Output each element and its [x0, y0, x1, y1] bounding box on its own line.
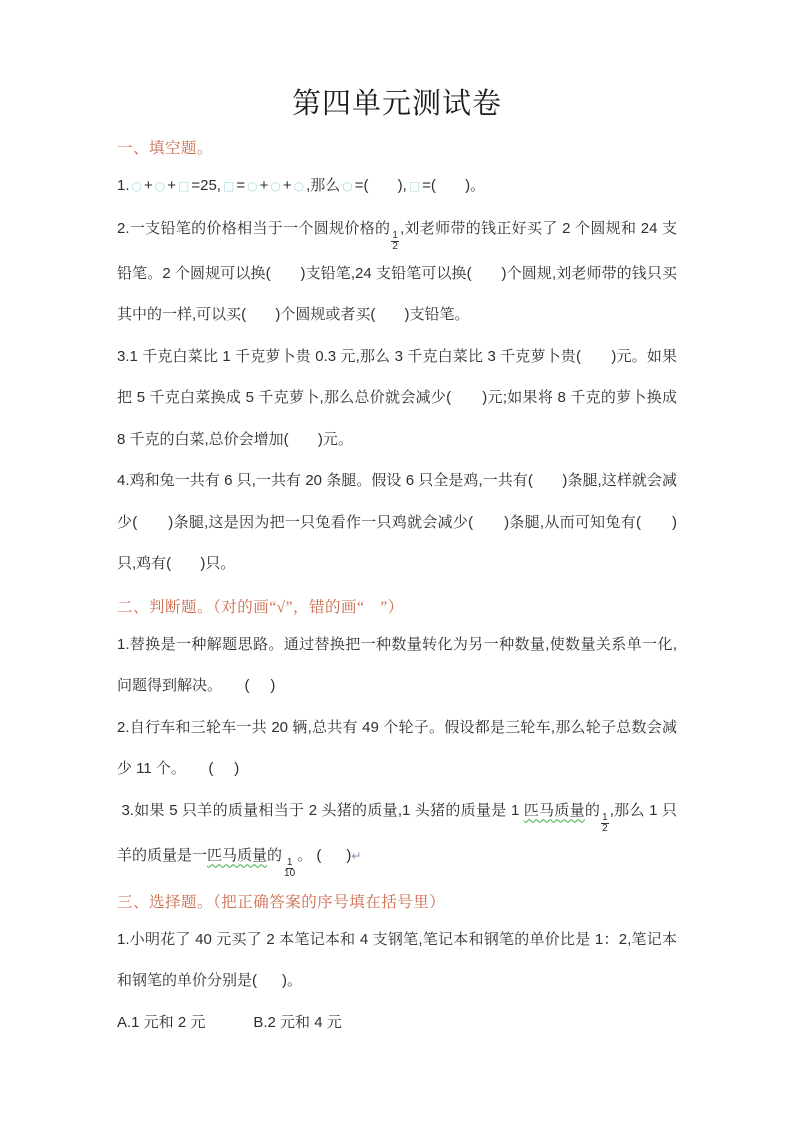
text-run: 4.鸡和兔一共有 6 只,一共有 20 条腿。假设 6 只全是鸡,一共有( )条腿,这样就会减少( )条腿,这是因为把一只兔看作一只鸡就会减少( )条腿,从而可知兔有( )只,鸡有( )只。 — [117, 472, 677, 572]
circle-symbol: ○ — [247, 179, 258, 193]
text-run: + — [144, 177, 153, 194]
question-1 — [117, 919, 677, 1002]
answer-options — [117, 1002, 677, 1044]
text-run: ,那么 — [306, 177, 341, 194]
section-true-false — [117, 597, 677, 880]
question-3 — [117, 336, 682, 461]
square-symbol: □ — [408, 179, 421, 193]
text-run: =25, — [191, 177, 221, 194]
circle-symbol: ○ — [293, 179, 305, 193]
fraction: $\frac{1}{10}$ — [284, 856, 296, 879]
section-heading: 二、判断题。（对的画“√”，错的画“ ”） — [117, 598, 404, 616]
text-run: 1. — [117, 177, 130, 194]
question-2 — [117, 208, 677, 336]
square-symbol: □ — [222, 179, 235, 193]
fraction: $\frac{1}{2}$ — [392, 229, 398, 252]
text-run: + — [259, 177, 269, 194]
text-run: 1.替换是一种解题思路。通过替换把一种数量转化为另一种数量,使数量关系单一化,问题得到解决。 ( ) — [117, 635, 677, 694]
text-run: 3.1 千克白菜比 1 千克萝卜贵 0.3 元,那么 3 千克白菜比 3 千克萝卜贵( )元。如果把 5 千克白菜换成 5 千克萝卜,那么总价就会减少( )元;如果将 8 千克的萝卜换成 8 千克的白菜,总价会增加( )元。 — [117, 347, 682, 448]
spellcheck-underlined-text: 匹马质量 — [207, 846, 268, 864]
circle-symbol: ○ — [342, 179, 353, 193]
text-run: =( )。 — [422, 177, 486, 194]
text-run: 的 — [584, 801, 601, 819]
square-symbol: □ — [178, 179, 190, 193]
text-run: 2.自行车和三轮车一共 20 辆,总共有 49 个轮子。假设都是三轮车,那么轮子总数会减少 11 个。 ( ) — [117, 718, 677, 777]
text-run: 2.一支铅笔的价格相当于一个圆规价格的 — [117, 219, 391, 237]
circle-symbol: ○ — [270, 179, 281, 193]
question-2 — [117, 707, 677, 790]
text-run: A.1 元和 2 元 — [117, 1013, 206, 1031]
text-run: 。 ( ) — [297, 846, 352, 864]
text-run: 1.小明花了 40 元买了 2 本笔记本和 4 支钢笔,笔记本和钢笔的单价比是 1：2,笔记本和钢笔的单价分别是( )。 — [117, 930, 677, 989]
section-multiple-choice — [117, 892, 677, 1044]
text-run: ,那么 1 只羊的质量是一 — [117, 801, 677, 864]
section-fill-in-blanks — [117, 138, 682, 585]
fraction: $\frac{1}{2}$ — [602, 811, 608, 834]
text-run: + — [282, 177, 292, 194]
spellcheck-underlined-text: 匹马质量 — [523, 801, 585, 819]
text-run: = — [236, 177, 246, 194]
page-title: 第四单元测试卷 — [291, 88, 502, 120]
text-run: 的 — [267, 846, 283, 864]
question-3 — [117, 790, 677, 880]
circle-symbol: ○ — [154, 179, 166, 193]
text-run: B.2 元和 4 元 — [253, 1013, 342, 1031]
question-4 — [117, 460, 677, 585]
section-heading: 一、填空题。 — [117, 140, 214, 157]
text-run: + — [167, 177, 177, 194]
circle-symbol: ○ — [131, 179, 142, 193]
section-heading: 三、选择题。（把正确答案的序号填在括号里） — [117, 893, 446, 911]
text-run: 3.如果 5 只羊的质量相当于 2 头猪的质量,1 头猪的质量是 1 — [117, 801, 524, 819]
return-mark-icon: ↵ — [351, 848, 362, 863]
question-1 — [117, 165, 677, 208]
question-1 — [117, 624, 677, 707]
text-run: ,刘老师带的钱正好买了 2 个圆规和 24 支铅笔。2 个圆规可以换( )支铅笔,24 支铅笔可以换( )个圆规,刘老师带的钱只买其中的一样,可以买( )个圆规或者买( )支铅笔。 — [117, 219, 677, 323]
text-run: =( ), — [354, 177, 407, 194]
